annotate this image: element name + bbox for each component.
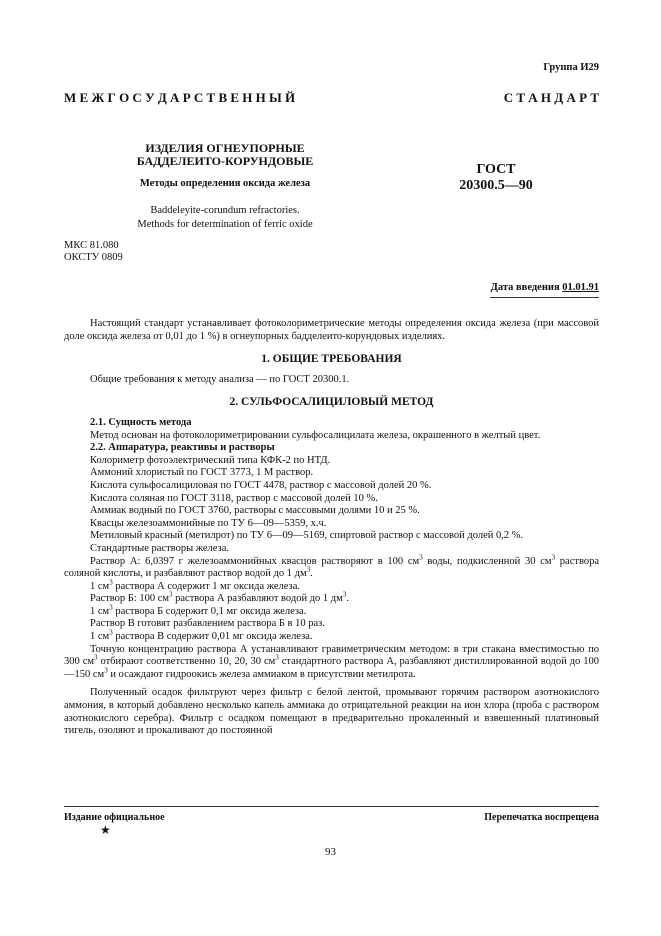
solution-v-note: 1 $см^3$ раствора В содержит 0,01 мг оксида железа. — [90, 628, 313, 643]
concentration-paragraph: Точную концентрацию раствора А устанавливают гравиметрическим методом: в три стакана вместимостью по 300 $см^3$ отбирают соответственно 10, 20, 30 $см^3$ стандартного раствора А, разбавляют дистиллированной водой до 100—150 $см^3$ и осаждают гидроокись железа аммиаком в присутствии метилрота. — [64, 643, 599, 680]
solution-v-paragraph: Раствор В готовят разбавлением раствора Б в 10 раз. — [90, 618, 325, 630]
reagent-item: Кислота сульфосалициловая по ГОСТ 4478, раствор с массовой долей 20 %. — [90, 479, 432, 491]
mks-code: МКС 81.080 — [64, 240, 119, 251]
reagent-item: Квасцы железоаммонийные по ТУ 6—09—5359, х.ч. — [90, 517, 327, 529]
okstu-code: ОКСТУ 0809 — [64, 252, 123, 263]
solution-b-paragraph: Раствор Б: 100 $см^3$ раствора А разбавляют водой до 1 $дм^3$. — [90, 590, 349, 605]
filter-paragraph: Полученный осадок фильтруют через фильтр с белой лентой, промывают горячим раствором азотнокислого аммония, в который добавлено несколько капель аммиака до отрицательной реакции на ион хлора (проба с раствором азотнокислого серебра). Фильтр с осадком помещают в предварительно прокаленный и взвешенный платиновый тигель, озоляют и прокаливают до постоянной — [64, 687, 599, 737]
page-number: 93 — [325, 846, 336, 858]
section-2-2-heading: 2.2. Аппаратура, реактивы и растворы — [90, 442, 275, 454]
section-2-1-text: Метод основан на фотоколориметрировании сульфосалицилата железа, окрашенного в желтый цвет. — [90, 429, 541, 441]
official-edition-label: Издание официальное — [64, 812, 165, 823]
section-2-heading: 2. СУЛЬФОСАЛИЦИЛОВЫЙ МЕТОД — [229, 396, 434, 409]
document-title — [100, 142, 350, 168]
reagent-item: Аммиак водный по ГОСТ 3760, растворы с массовыми долями 10 и 25 %. — [90, 505, 420, 517]
gost-label: ГОСТ — [476, 162, 516, 177]
gost-code: 20300.5—90 — [459, 178, 533, 193]
solution-a-paragraph: Раствор А: 6,0397 г железоаммонийных квасцов растворяют в 100 $см^3$ воды, подкисленной 30 $см^3$ раствора соляной кислоты, и разбавляют раствор водой до 1 $дм^3$. — [64, 553, 599, 580]
effective-date — [491, 282, 599, 293]
star-icon: ★ — [100, 823, 111, 837]
english-title-line-2: Methods for determination of ferric oxide — [137, 219, 313, 230]
reagent-item: Стандартные растворы железа. — [90, 542, 229, 554]
footer-rule — [64, 806, 599, 807]
reprint-prohibited-label: Перепечатка воспрещена — [484, 812, 599, 823]
reagent-item: Аммоний хлористый по ГОСТ 3773, 1 М раствор. — [90, 467, 314, 479]
date-underline-rule — [490, 297, 599, 298]
effective-date-value: 01.01.91 — [562, 282, 599, 293]
group-code: Группа И29 — [543, 62, 599, 73]
intro-paragraph: Настоящий стандарт устанавливает фотоколориметрические методы определения оксида железа (при массовой доле оксида железа от 0,01 до 1 %) в огнеупорных бадделеито-корундовых изделиях. — [64, 318, 599, 342]
classification-codes — [64, 240, 123, 264]
section-1-text: Общие требования к методу анализа — по ГОСТ 20300.1. — [90, 373, 350, 385]
interstate-standard-banner — [64, 90, 599, 106]
banner-word-standard: С Т А Н Д А Р Т — [503, 90, 599, 105]
english-title-line-1: Baddeleyite-corundum refractories. — [150, 205, 300, 216]
reagent-item: Метиловый красный (метилрот) по ТУ 6—09—5169, спиртовой раствор с массовой долей 0,2 %. — [90, 530, 524, 542]
document-subtitle: Методы определения оксида железа — [139, 178, 311, 189]
effective-date-label: Дата введения — [490, 282, 560, 293]
solution-a-note: 1 $см^3$ раствора А содержит 1 мг оксида железа. — [90, 578, 300, 592]
title-line-1: ИЗДЕЛИЯ ОГНЕУПОРНЫЕ — [145, 141, 305, 155]
reagent-item: Колориметр фотоэлектрический типа КФК-2 по НТД. — [90, 454, 331, 466]
title-line-2: БАДДЕЛЕИТО-КОРУНДОВЫЕ — [136, 154, 314, 168]
solution-b-note: 1 $см^3$ раствора Б содержит 0,1 мг оксида железа. — [90, 603, 307, 617]
section-2-1-heading: 2.1. Сущность метода — [90, 416, 192, 428]
reagent-item: Кислота соляная по ГОСТ 3118, раствор с массовой долей 10 %. — [90, 492, 378, 504]
gost-number — [440, 162, 552, 194]
banner-word-interstate: М Е Ж Г О С У Д А Р С Т В Е Н Н Ы Й — [64, 90, 296, 105]
document-body — [64, 318, 599, 738]
english-title — [100, 204, 350, 232]
section-1-heading: 1. ОБЩИЕ ТРЕБОВАНИЯ — [261, 353, 402, 366]
